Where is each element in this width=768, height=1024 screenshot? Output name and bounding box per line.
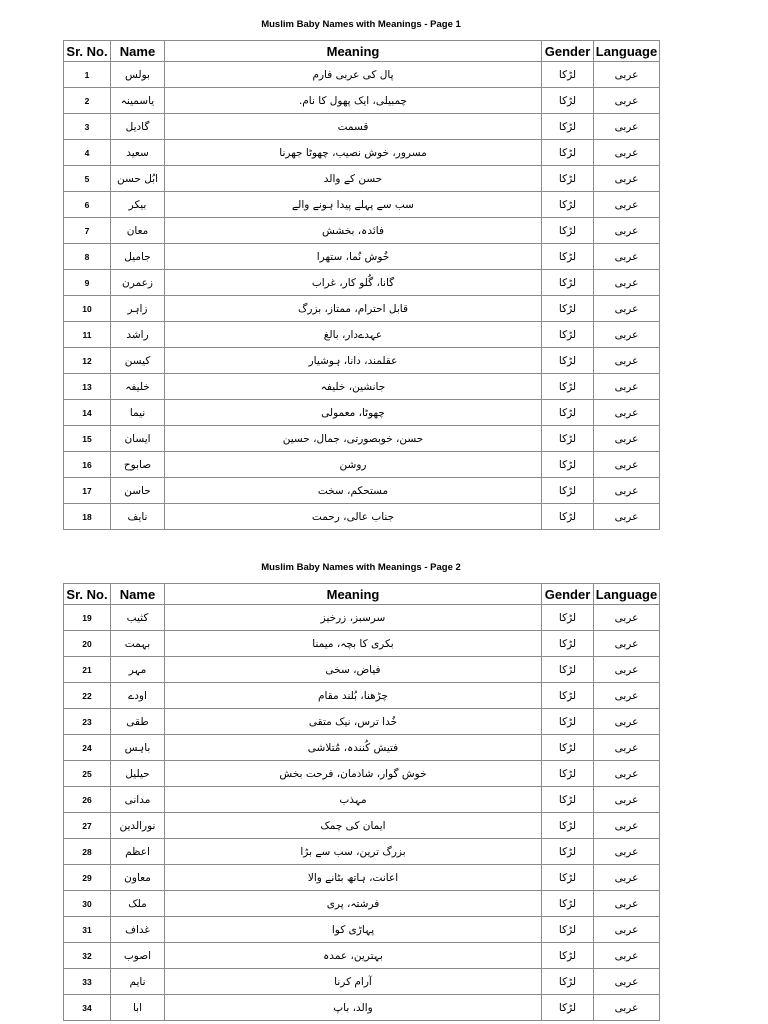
cell-language: عربی [594,218,660,244]
table-row [64,969,660,995]
cell-language: عربی [594,478,660,504]
cell-meaning: خوش گوار، شادمان، فرحت بخش [165,761,542,787]
cell-gender: لڑکا [542,192,594,218]
cell-sr-no: 26 [64,787,111,813]
table-row [64,787,660,813]
table-row [64,348,660,374]
cell-language: عربی [594,270,660,296]
header-language: Language [594,584,660,605]
cell-language: عربی [594,891,660,917]
cell-language: عربی [594,244,660,270]
table-row [64,374,660,400]
cell-sr-no: 11 [64,322,111,348]
cell-meaning: اعانت، ہاتھ بٹانے والا [165,865,542,891]
table-row [64,114,660,140]
cell-name: نایف [111,504,165,530]
cell-sr-no: 22 [64,683,111,709]
cell-gender: لڑکا [542,891,594,917]
cell-name: خلیفہ [111,374,165,400]
cell-name: معاون [111,865,165,891]
cell-meaning: فائدہ، بخشش [165,218,542,244]
cell-name: جامیل [111,244,165,270]
cell-language: عربی [594,192,660,218]
cell-meaning: خُدا ترس، نیک متقی [165,709,542,735]
table-row [64,426,660,452]
names-table [63,583,660,1021]
cell-gender: لڑکا [542,504,594,530]
cell-gender: لڑکا [542,270,594,296]
cell-gender: لڑکا [542,657,594,683]
cell-sr-no: 32 [64,943,111,969]
cell-name: معان [111,218,165,244]
cell-gender: لڑکا [542,787,594,813]
cell-gender: لڑکا [542,452,594,478]
cell-gender: لڑکا [542,88,594,114]
cell-sr-no: 1 [64,62,111,88]
cell-name: کیسن [111,348,165,374]
cell-name: زاہر [111,296,165,322]
cell-language: عربی [594,322,660,348]
cell-meaning: حسن، خوبصورتی، جمال، حسین [165,426,542,452]
cell-gender: لڑکا [542,114,594,140]
cell-language: عربی [594,140,660,166]
cell-sr-no: 34 [64,995,111,1021]
cell-name: یاسمینہ [111,88,165,114]
cell-language: عربی [594,296,660,322]
cell-gender: لڑکا [542,478,594,504]
cell-language: عربی [594,657,660,683]
cell-sr-no: 33 [64,969,111,995]
cell-gender: لڑکا [542,166,594,192]
cell-gender: لڑکا [542,400,594,426]
cell-meaning: بہترین، عمدہ [165,943,542,969]
table-row [64,631,660,657]
cell-name: ابُل حسن [111,166,165,192]
table-row [64,995,660,1021]
cell-name: طقی [111,709,165,735]
cell-language: عربی [594,426,660,452]
table-header-row [64,41,660,62]
cell-name: مدانی [111,787,165,813]
cell-language: عربی [594,761,660,787]
cell-name: اودے [111,683,165,709]
cell-language: عربی [594,995,660,1021]
cell-meaning: چڑھنا، بُلند مقام [165,683,542,709]
table-row [64,244,660,270]
cell-meaning: قابل احترام، ممتاز، بزرگ [165,296,542,322]
cell-gender: لڑکا [542,62,594,88]
cell-gender: لڑکا [542,969,594,995]
cell-meaning: جانشین، خلیفہ [165,374,542,400]
cell-sr-no: 31 [64,917,111,943]
cell-language: عربی [594,504,660,530]
table-row [64,657,660,683]
table-row [64,709,660,735]
cell-name: باہس [111,735,165,761]
cell-gender: لڑکا [542,813,594,839]
cell-gender: لڑکا [542,348,594,374]
cell-name: بیکر [111,192,165,218]
cell-sr-no: 2 [64,88,111,114]
table-row [64,270,660,296]
cell-language: عربی [594,62,660,88]
cell-language: عربی [594,839,660,865]
cell-sr-no: 14 [64,400,111,426]
cell-name: غداف [111,917,165,943]
cell-meaning: قسمت [165,114,542,140]
cell-sr-no: 3 [64,114,111,140]
table-row [64,218,660,244]
table-row [64,88,660,114]
cell-name: نایم [111,969,165,995]
cell-meaning: والد، باپ [165,995,542,1021]
cell-language: عربی [594,813,660,839]
cell-name: ملک [111,891,165,917]
table-row [64,140,660,166]
table-body [64,605,660,1021]
table-row [64,865,660,891]
cell-meaning: جناب عالی، رحمت [165,504,542,530]
cell-sr-no: 15 [64,426,111,452]
cell-language: عربی [594,400,660,426]
cell-gender: لڑکا [542,296,594,322]
cell-meaning: مہذب [165,787,542,813]
table-row [64,943,660,969]
page-2-section [63,557,659,1021]
table-row [64,322,660,348]
cell-sr-no: 27 [64,813,111,839]
cell-sr-no: 10 [64,296,111,322]
cell-meaning: بزرگ ترین، سب سے بڑا [165,839,542,865]
table-header-row [64,584,660,605]
cell-meaning: مسرور، خوش نصیب، چھوٹا جھرنا [165,140,542,166]
cell-sr-no: 19 [64,605,111,631]
table-row [64,735,660,761]
cell-gender: لڑکا [542,140,594,166]
header-sr-no: Sr. No. [64,584,111,605]
cell-gender: لڑکا [542,631,594,657]
table-row [64,192,660,218]
cell-language: عربی [594,787,660,813]
cell-sr-no: 24 [64,735,111,761]
cell-name: حاسن [111,478,165,504]
cell-sr-no: 21 [64,657,111,683]
cell-gender: لڑکا [542,374,594,400]
cell-sr-no: 23 [64,709,111,735]
cell-name: گادیل [111,114,165,140]
table-row [64,683,660,709]
cell-language: عربی [594,348,660,374]
cell-language: عربی [594,735,660,761]
cell-name: بولس [111,62,165,88]
header-sr-no: Sr. No. [64,41,111,62]
cell-name: مہر [111,657,165,683]
cell-name: راشد [111,322,165,348]
cell-sr-no: 28 [64,839,111,865]
cell-gender: لڑکا [542,322,594,348]
cell-name: ایسان [111,426,165,452]
cell-gender: لڑکا [542,865,594,891]
table-row [64,296,660,322]
cell-meaning: گانا، گُلو کار، غراب [165,270,542,296]
cell-name: ابا [111,995,165,1021]
table-row [64,761,660,787]
cell-gender: لڑکا [542,426,594,452]
cell-sr-no: 20 [64,631,111,657]
cell-meaning: حسن کے والد [165,166,542,192]
page-title: Muslim Baby Names with Meanings - Page 2 [261,562,461,573]
cell-name: بہمت [111,631,165,657]
cell-gender: لڑکا [542,244,594,270]
cell-language: عربی [594,943,660,969]
cell-meaning: روشن [165,452,542,478]
table-row [64,917,660,943]
cell-language: عربی [594,88,660,114]
cell-name: اصوب [111,943,165,969]
cell-gender: لڑکا [542,995,594,1021]
cell-name: نورالدین [111,813,165,839]
cell-name: اعظم [111,839,165,865]
cell-name: حیلیل [111,761,165,787]
cell-language: عربی [594,605,660,631]
cell-name: صابوح [111,452,165,478]
cell-meaning: عقلمند، دانا، ہوشیار [165,348,542,374]
cell-meaning: مستحکم، سخت [165,478,542,504]
cell-gender: لڑکا [542,761,594,787]
cell-language: عربی [594,374,660,400]
cell-language: عربی [594,631,660,657]
cell-sr-no: 12 [64,348,111,374]
cell-meaning: سرسبز، زرخیز [165,605,542,631]
table-row [64,839,660,865]
cell-meaning: فیاض، سخی [165,657,542,683]
cell-sr-no: 29 [64,865,111,891]
cell-name: سعید [111,140,165,166]
header-meaning: Meaning [165,584,542,605]
cell-language: عربی [594,166,660,192]
cell-sr-no: 7 [64,218,111,244]
header-gender: Gender [542,584,594,605]
header-meaning: Meaning [165,41,542,62]
cell-meaning: ایمان کی چمک [165,813,542,839]
header-name: Name [111,584,165,605]
table-row [64,478,660,504]
cell-gender: لڑکا [542,605,594,631]
cell-gender: لڑکا [542,839,594,865]
cell-language: عربی [594,114,660,140]
cell-meaning: بکری کا بچہ، میمنا [165,631,542,657]
table-row [64,400,660,426]
names-table [63,40,660,530]
cell-name: نیما [111,400,165,426]
cell-gender: لڑکا [542,218,594,244]
cell-meaning: پال کی عربی فارم [165,62,542,88]
table-row [64,891,660,917]
cell-sr-no: 6 [64,192,111,218]
cell-name: کثیب [111,605,165,631]
table-row [64,813,660,839]
cell-sr-no: 17 [64,478,111,504]
cell-sr-no: 25 [64,761,111,787]
cell-language: عربی [594,917,660,943]
cell-gender: لڑکا [542,683,594,709]
cell-gender: لڑکا [542,735,594,761]
cell-language: عربی [594,452,660,478]
cell-name: زعمرن [111,270,165,296]
cell-gender: لڑکا [542,943,594,969]
cell-sr-no: 16 [64,452,111,478]
cell-meaning: چھوٹا، معمولی [165,400,542,426]
cell-sr-no: 13 [64,374,111,400]
header-name: Name [111,41,165,62]
cell-sr-no: 18 [64,504,111,530]
cell-meaning: خُوش نُما، ستھرا [165,244,542,270]
table-row [64,504,660,530]
page-title: Muslim Baby Names with Meanings - Page 1 [261,19,461,30]
cell-meaning: فتیش کُنندہ، مُتلاشی [165,735,542,761]
cell-language: عربی [594,969,660,995]
cell-meaning: عہدےدار، بالغ [165,322,542,348]
table-row [64,452,660,478]
cell-meaning: سب سے پہلے پیدا ہونے والے [165,192,542,218]
table-row [64,62,660,88]
cell-meaning: پہاڑی کوا [165,917,542,943]
header-language: Language [594,41,660,62]
cell-sr-no: 5 [64,166,111,192]
cell-language: عربی [594,709,660,735]
cell-sr-no: 8 [64,244,111,270]
cell-sr-no: 4 [64,140,111,166]
cell-meaning: آرام کرنا [165,969,542,995]
header-gender: Gender [542,41,594,62]
cell-language: عربی [594,683,660,709]
cell-gender: لڑکا [542,917,594,943]
table-body [64,62,660,530]
cell-gender: لڑکا [542,709,594,735]
cell-meaning: فرشتہ، پری [165,891,542,917]
cell-language: عربی [594,865,660,891]
cell-sr-no: 30 [64,891,111,917]
table-row [64,166,660,192]
table-row [64,605,660,631]
cell-meaning: چمبیلی، ایک پھول کا نام. [165,88,542,114]
page-1-section [63,14,659,530]
cell-sr-no: 9 [64,270,111,296]
